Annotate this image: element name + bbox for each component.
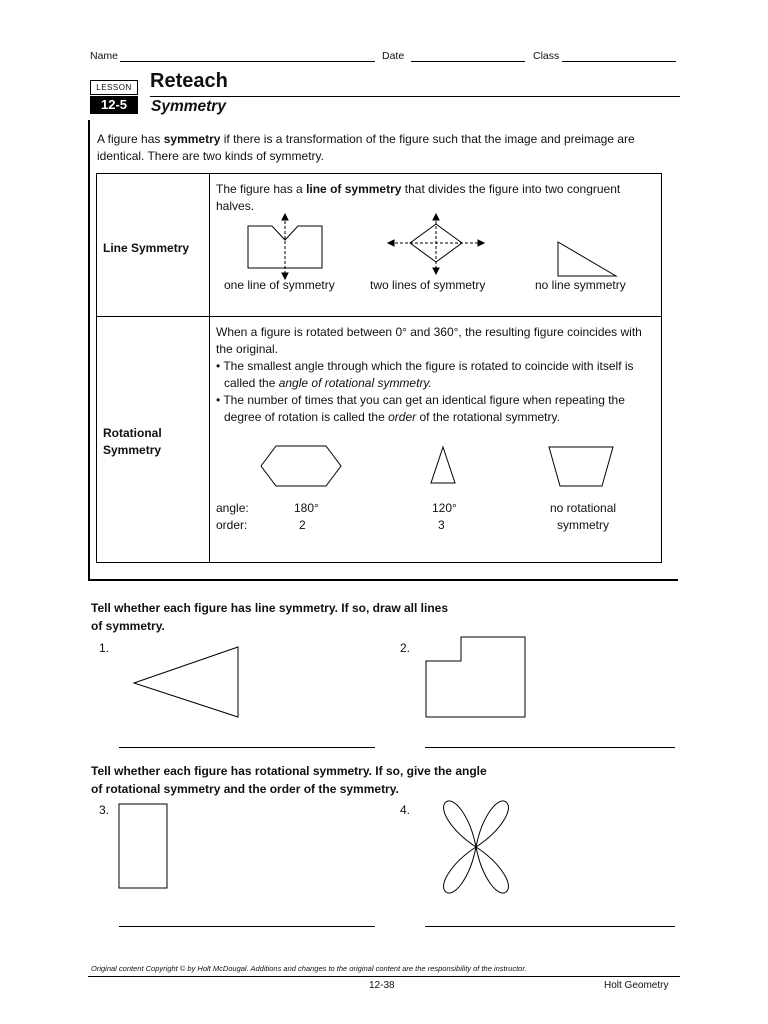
rotational-desc-text: When a figure is rotated between 0° and 360°, the resulting figure coincides with the original. (216, 325, 642, 356)
caption-one-line: one line of symmetry (224, 278, 335, 292)
exercise-3-rectangle (119, 804, 167, 888)
intro-paragraph: A figure has symmetry if there is a transformation of the figure such that the image and preimage are identical. There are two kinds of symmetry. (97, 132, 635, 163)
page-subtitle: Symmetry (151, 98, 226, 115)
lesson-number: 12-5 (90, 96, 138, 114)
answer-line-3[interactable] (119, 926, 375, 927)
instruction-line-symmetry: Tell whether each figure has line symmetry. If so, draw all lines of symmetry. (91, 601, 449, 633)
exercise-4-flower (444, 801, 509, 893)
answer-line-4[interactable] (425, 926, 675, 927)
date-label: Date (382, 50, 405, 62)
caption-two-lines: two lines of symmetry (370, 278, 486, 292)
exercise-2-number: 2. (400, 641, 411, 655)
book-title: Holt Geometry (604, 980, 669, 991)
name-label: Name (90, 50, 119, 62)
exercise-1-triangle (134, 647, 238, 717)
triangle-order: 3 (438, 518, 445, 532)
rotational-bullet-2: • The number of times that you can get an identical figure when repeating the degree of rotation is called the order of the rotational symmetry. (216, 393, 625, 424)
hexagon-angle: 180° (294, 501, 319, 515)
page-number: 12-38 (369, 980, 395, 991)
line-symmetry-desc: The figure has a line of symmetry that divides the figure into two congruent halves. (216, 182, 621, 213)
class-label: Class (533, 50, 560, 62)
order-label: order: (216, 518, 248, 532)
copyright-notice: Original content Copyright © by Holt McDougal. Additions and changes to the original content are the responsibility of the instructor. (91, 964, 527, 973)
exercise-4-number: 4. (400, 803, 411, 817)
exercise-3-number: 3. (99, 803, 110, 817)
answer-line-1[interactable] (119, 747, 375, 748)
trapezoid-none-2: symmetry (557, 518, 609, 532)
footer-rule (88, 976, 680, 977)
answer-line-2[interactable] (425, 747, 675, 748)
hexagon-order: 2 (299, 518, 306, 532)
exercise-1-number: 1. (99, 641, 110, 655)
trapezoid-none-1: no rotational (550, 501, 617, 515)
rotational-symmetry-label: Rotational Symmetry (103, 426, 162, 457)
lesson-word: LESSON (90, 80, 138, 95)
line-symmetry-label: Line Symmetry (103, 241, 190, 255)
caption-no-line: no line symmetry (535, 278, 626, 292)
rotational-bullet-1: • The smallest angle through which the figure is rotated to coincide with itself is called the angle of rotational symmetry. (216, 359, 634, 390)
triangle-angle: 120° (432, 501, 457, 515)
instruction-rotational-symmetry: Tell whether each figure has rotational symmetry. If so, give the angle of rotational symmetry and the order of the symmetry. (91, 764, 487, 796)
angle-label: angle: (216, 501, 249, 515)
exercise-2-shape (426, 637, 525, 717)
page-title: Reteach (150, 70, 228, 92)
